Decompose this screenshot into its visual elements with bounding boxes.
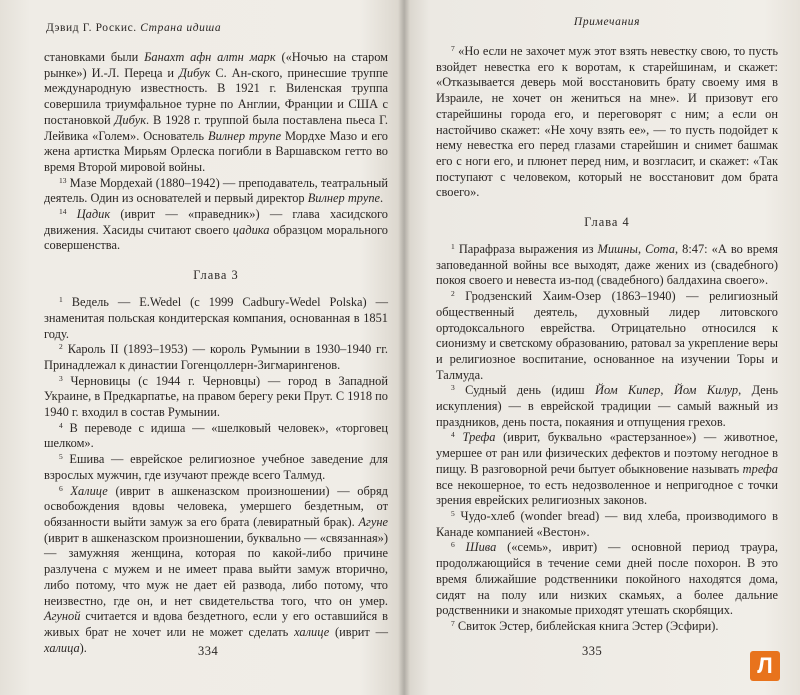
publisher-logo-icon: Л (750, 651, 780, 681)
right-page (404, 0, 800, 695)
right-running-head (436, 12, 778, 32)
note-paragraph: $^6$ Шива («семь», иврит) — основной период траура, продолжающийся в течение семи дней после похорон. В это время ближайшие родственники покойного находятся дома, сидят на полу или низких скамьях, а более дальние родственники и знакомые приходят утешать скорбящих. (436, 540, 778, 618)
running-head-author: Дэвид Г. Роскис. (46, 22, 137, 34)
note-paragraph: $^6$ Халице (иврит в ашкеназском произношении) — обряд освобождения вдовы человека, умершего бездетным, от обязанности выйти замуж за его брата (левиратный брак). Агуне (иврит в ашкеназском произношении, буквально — «связанная») — замужняя женщина, которая по какой-либо причине разлучена с мужем и не имеет права выйти замуж вторично, либо потому, что муж не дает ей развода, либо потому, что неизвестно, где он, и нет свидетельства того, что он умер. Агуной считается и вдова бездетного, если у его оставшийся в живых брат не хочет или не может сделать халице (иврит — халица). (44, 483, 388, 655)
running-head-section: Примечания (573, 16, 641, 28)
note-paragraph: $^4$ В переводе с идиша — «шелковый человек», «торговец шелком». (44, 420, 388, 451)
note-paragraph: $^1$ Ведель — E.Wedel (с 1999 Cadbury-Wedel Polska) — знаменитая польская кондитерская компания, основанная в 1851 году. (44, 295, 388, 341)
note-paragraph: $^2$ Гродзенский Хаим-Озер (1863–1940) — религиозный общественный деятель, духовный лидер литовского ортодоксального еврейства. Отрицательно относился к сионизму и светскому образованию, ратовал за укрепление веры и религиозное воспитание, основанное на изучении Торы и Талмуда. (436, 289, 778, 382)
note-paragraph: становками были Банахт афн алтн марк («Ночью на старом рынке») И.-Л. Переца и Дибук С. Ан-ского, принесшие труппе международную известность. В 1921 г. Виленская труппа совершила триумфальное турне по Англии, Франции и США с постановкой Дибук. В 1928 г. труппой была поставлена пьеса Г. Лейвика «Голем». Основатель Вилнер трупе Мордхе Мазо и его жена артистка Мирьям Орлеска погибли в Варшавском гетто во время Второй мировой войны. (44, 50, 389, 174)
page-number-left: 334 (198, 644, 219, 658)
note-paragraph: $^{13}$ Мазе Мордехай (1880–1942) — преподаватель, театральный деятель. Один из основателей и первый директор Вилнер трупе. (44, 175, 388, 206)
note-paragraph: $^3$ Судный день (идиш Йом Кипер, Йом Килур, День искупления) — в еврейской традиции — самый важный из праздников, день поста, покаяния и отпущения грехов. (436, 383, 778, 429)
right-notes-top (436, 44, 778, 201)
book-spine-shadow (398, 0, 410, 695)
running-head-title: Страна идиша (140, 22, 222, 34)
note-paragraph: $^4$ Трефа (иврит, буквально «растерзанное») — животное, умершее от ран или физических дефектов и поэтому негодное в пищу. В разговорной речи бытует обыкновение называть трефа все некошерное, то есть недозволенное и непригодное с точки зрения еврейских религиозных законов. (436, 430, 778, 508)
right-notes-chapter4 (436, 242, 778, 635)
left-running-head (44, 18, 388, 38)
note-paragraph: $^7$ «Но если не захочет муж этот взять невестку свою, то пусть взойдет невестка его к воротам, к старейшинам, и скажет: «Отказывается деверь мой восстановить брату своему имя в Израиле, не хочет он жениться на мне». И призовут его старейшины города его, и переговорят с ним; а если он настойчиво скажет: «Не хочу взять ее», — то пусть подойдет к нему невестка его перед глазами старейшин и снимет башмак его с ноги его, и плюнет перед ним, и возгласит, и скажет: «Так поступают с человеком, который не восстановит дом брата своего». (436, 44, 778, 200)
chapter-heading-3: Глава 3 (193, 268, 239, 283)
chapter-heading-4: Глава 4 (584, 215, 630, 230)
note-paragraph: $^5$ Чудо-хлеб (wonder bread) — вид хлеба, производимого в Канаде компанией «Вестон». (436, 508, 778, 539)
note-paragraph: $^7$ Свиток Эстер, библейская книга Эстер (Эсфири). (451, 618, 719, 633)
note-paragraph: $^5$ Ешива — еврейское религиозное учебное заведение для взрослых мужчин, где изучают прежде всего Талмуд. (44, 452, 388, 482)
left-notes-chapter3 (44, 295, 388, 656)
note-paragraph: $^1$ Парафраза выражения из Мишны, Сота, 8:47: «А во время заповеданной войны все выходят, даже жених из (свадебного) покоя своего и невеста из-под (свадебного) балдахина своего». (436, 242, 778, 288)
note-paragraph: $^3$ Черновицы (с 1944 г. Черновцы) — город в Западной Украине, в Предкарпатье, на правом берегу реки Прут. С 1918 по 1940 г. входил в состав Румынии. (44, 373, 388, 420)
note-paragraph: $^{14}$ Цадик (иврит — «праведник») — глава хасидского движения. Хасиды считают своего цадика образцом морального совершенства. (44, 207, 389, 253)
note-paragraph: $^2$ Кароль II (1893–1953) — король Румынии в 1930–1940 гг. Принадлежал к династии Гогенцоллерн-Зигмарингенов. (44, 342, 388, 372)
page-number-right: 335 (582, 644, 603, 658)
left-notes-top (44, 50, 388, 254)
